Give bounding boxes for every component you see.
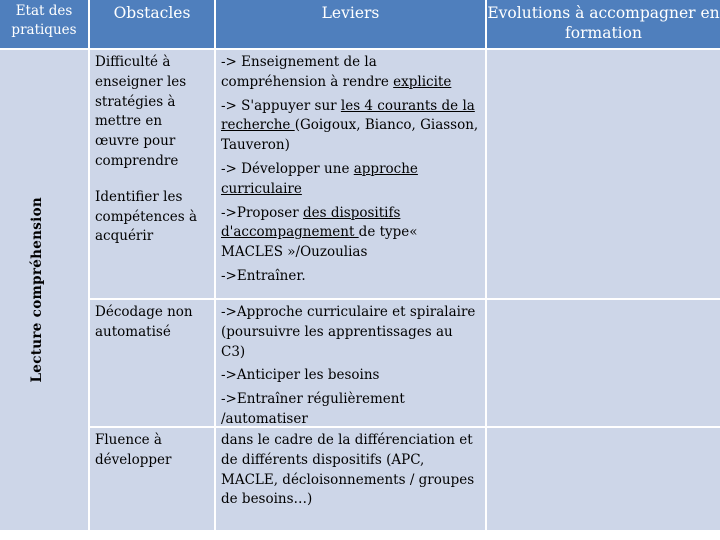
obstacles-cell-1 bbox=[90, 50, 214, 298]
side-label: Lecture compréhension bbox=[29, 197, 45, 383]
header-obstacles: Obstacles bbox=[90, 0, 214, 48]
evolutions-cell-1 bbox=[487, 50, 720, 298]
obstacles-cell-3 bbox=[90, 428, 214, 530]
levier-line: ->Anticiper les besoins bbox=[221, 367, 380, 384]
header-leviers: Leviers bbox=[216, 0, 485, 48]
evolutions-cell-2 bbox=[487, 300, 720, 426]
obstacles-cell-2 bbox=[90, 300, 214, 426]
header-etat: Etat des pratiques bbox=[0, 0, 88, 48]
obstacle-text: Difficulté à enseigner les stratégies à mettre en œuvre pour comprendre bbox=[95, 54, 187, 169]
obstacle-text: Décodage non automatisé bbox=[95, 304, 193, 340]
header-evolutions: Evolutions à accompagner en formation bbox=[487, 0, 720, 48]
levier-line: ->Proposer des dispositifs d'accompagnement de type« MACLES »/Ouzoulias bbox=[221, 204, 418, 261]
levier-line: ->Approche curriculaire et spiralaire (poursuivre les apprentissages au C3) bbox=[221, 304, 476, 360]
levier-line: -> Développer une approche curriculaire bbox=[221, 160, 418, 197]
levier-line: -> S'appuyer sur les 4 courants de la recherche (Goigoux, Bianco, Giasson, Tauveron) bbox=[221, 97, 479, 154]
levier-line: dans le cadre de la différenciation et de différents dispositifs (APC, MACLE, décloisonnements / groupes de besoins…) bbox=[221, 432, 475, 508]
levier-line: -> Enseignement de la compréhension à rendre explicite bbox=[221, 54, 452, 90]
levier-line: ->Entraîner. bbox=[221, 267, 306, 284]
leviers-cell-1 bbox=[216, 50, 485, 298]
leviers-cell-3 bbox=[216, 428, 485, 530]
levier-line: ->Entraîner régulièrement /automatiser bbox=[221, 391, 405, 427]
obstacle-text: Fluence à développer bbox=[95, 432, 172, 468]
leviers-cell-2 bbox=[216, 300, 485, 426]
evolutions-cell-3 bbox=[487, 428, 720, 530]
obstacle-text: Identifier les compétences à acquérir bbox=[95, 188, 198, 245]
